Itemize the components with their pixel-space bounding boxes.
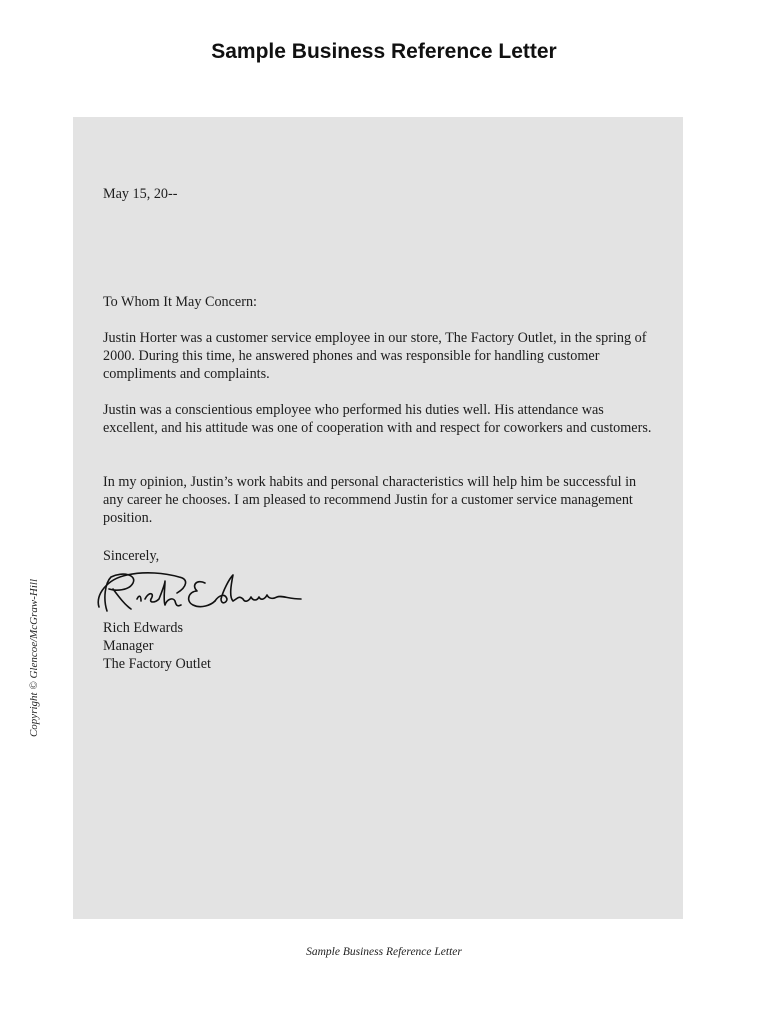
letter-salutation: To Whom It May Concern: — [103, 294, 257, 310]
signer-name: Rich Edwards — [103, 620, 183, 636]
letter-paragraph-1: Justin Horter was a customer service employee in our store, The Factory Outlet, in the spring of 2000. During this time, he answered phones and was responsible for handling customer compliments and complaints. — [103, 330, 647, 382]
letter-closing: Sincerely, — [103, 548, 160, 564]
footer-caption: Sample Business Reference Letter — [306, 946, 462, 958]
side-copyright: Copyright © Glencoe/McGraw-Hill — [28, 578, 40, 738]
page-title: Sample Business Reference Letter — [211, 40, 557, 63]
letter-panel — [73, 117, 683, 919]
signer-company: The Factory Outlet — [103, 656, 211, 672]
letter-paragraph-3: In my opinion, Justin’s work habits and personal characteristics will help him be successful in any career he chooses. I am pleased to recommend Justin for a customer service management position. — [103, 474, 637, 526]
signer-title: Manager — [103, 638, 154, 654]
handwritten-signature — [93, 569, 308, 619]
letter-paragraph-2: Justin was a conscientious employee who performed his duties well. His attendance was excellent, and his attitude was one of cooperation with and respect for coworkers and customers. — [103, 402, 652, 436]
signer-block — [103, 619, 211, 673]
letter-date: May 15, 20-- — [103, 186, 178, 202]
